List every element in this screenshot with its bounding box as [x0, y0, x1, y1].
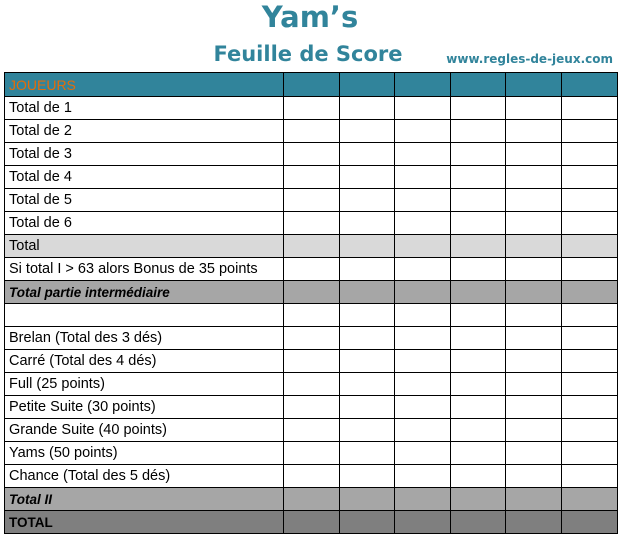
score-cell[interactable] [562, 327, 618, 350]
row-label: Total de 2 [5, 120, 284, 143]
score-cell[interactable] [340, 488, 395, 511]
score-cell[interactable] [451, 120, 506, 143]
score-cell[interactable] [451, 511, 506, 534]
player-name-cell[interactable] [395, 73, 451, 97]
score-cell[interactable] [395, 258, 451, 281]
score-cell[interactable] [284, 304, 340, 327]
score-cell[interactable] [451, 350, 506, 373]
score-cell[interactable] [506, 235, 562, 258]
score-cell[interactable] [284, 97, 340, 120]
score-cell[interactable] [340, 143, 395, 166]
score-cell[interactable] [395, 212, 451, 235]
score-cell[interactable] [395, 143, 451, 166]
score-cell[interactable] [340, 189, 395, 212]
score-cell[interactable] [506, 97, 562, 120]
score-cell[interactable] [340, 327, 395, 350]
score-cell[interactable] [451, 143, 506, 166]
score-cell[interactable] [562, 419, 618, 442]
score-cell[interactable] [451, 488, 506, 511]
row-label: Total partie intermédiaire [5, 281, 284, 304]
table-row [5, 189, 618, 212]
score-cell[interactable] [340, 396, 395, 419]
score-cell[interactable] [506, 419, 562, 442]
score-cell[interactable] [451, 235, 506, 258]
score-cell[interactable] [562, 281, 618, 304]
score-cell[interactable] [395, 304, 451, 327]
score-cell[interactable] [451, 304, 506, 327]
table-row [5, 97, 618, 120]
score-cell[interactable] [451, 258, 506, 281]
table-row [5, 419, 618, 442]
score-cell[interactable] [506, 442, 562, 465]
score-cell[interactable] [562, 350, 618, 373]
score-cell[interactable] [284, 143, 340, 166]
score-cell[interactable] [284, 235, 340, 258]
score-cell[interactable] [284, 396, 340, 419]
row-label: Total de 4 [5, 166, 284, 189]
score-cell[interactable] [506, 304, 562, 327]
row-label: Total de 5 [5, 189, 284, 212]
score-cell[interactable] [562, 373, 618, 396]
row-label: Chance (Total des 5 dés) [5, 465, 284, 488]
score-cell[interactable] [284, 511, 340, 534]
score-cell[interactable] [284, 373, 340, 396]
score-cell[interactable] [395, 373, 451, 396]
table-row [5, 281, 618, 304]
score-cell[interactable] [340, 166, 395, 189]
table-row [5, 304, 618, 327]
row-label: Total II [5, 488, 284, 511]
score-cell[interactable] [395, 511, 451, 534]
score-cell[interactable] [506, 488, 562, 511]
score-cell[interactable] [506, 511, 562, 534]
score-cell[interactable] [506, 396, 562, 419]
score-cell[interactable] [395, 419, 451, 442]
score-cell[interactable] [395, 327, 451, 350]
score-cell[interactable] [451, 465, 506, 488]
table-row [5, 166, 618, 189]
score-cell[interactable] [395, 396, 451, 419]
score-cell[interactable] [340, 235, 395, 258]
score-cell[interactable] [451, 281, 506, 304]
score-cell[interactable] [506, 465, 562, 488]
players-header-label: JOUEURS [5, 73, 284, 97]
score-cell[interactable] [562, 396, 618, 419]
score-cell[interactable] [451, 373, 506, 396]
score-cell[interactable] [284, 258, 340, 281]
page-subtitle: Feuille de Score [213, 42, 403, 66]
score-cell[interactable] [506, 350, 562, 373]
score-cell[interactable] [506, 120, 562, 143]
table-row [5, 212, 618, 235]
score-cell[interactable] [562, 465, 618, 488]
score-cell[interactable] [395, 465, 451, 488]
table-row [5, 488, 618, 511]
score-cell[interactable] [506, 373, 562, 396]
score-cell[interactable] [284, 442, 340, 465]
score-cell[interactable] [506, 281, 562, 304]
score-cell[interactable] [562, 166, 618, 189]
score-cell[interactable] [506, 327, 562, 350]
score-cell[interactable] [451, 327, 506, 350]
score-cell[interactable] [506, 166, 562, 189]
score-cell[interactable] [395, 189, 451, 212]
score-cell[interactable] [562, 488, 618, 511]
table-row [5, 465, 618, 488]
score-cell[interactable] [562, 511, 618, 534]
table-row [5, 511, 618, 534]
score-cell[interactable] [340, 304, 395, 327]
score-cell[interactable] [562, 258, 618, 281]
score-cell[interactable] [451, 442, 506, 465]
score-cell[interactable] [395, 166, 451, 189]
score-cell[interactable] [451, 212, 506, 235]
table-row [5, 396, 618, 419]
score-cell[interactable] [506, 189, 562, 212]
player-name-cell[interactable] [562, 73, 618, 97]
player-name-cell[interactable] [340, 73, 395, 97]
score-cell[interactable] [562, 212, 618, 235]
score-cell[interactable] [284, 212, 340, 235]
score-cell[interactable] [451, 189, 506, 212]
table-row [5, 258, 618, 281]
score-cell[interactable] [340, 511, 395, 534]
score-cell[interactable] [284, 350, 340, 373]
score-cell[interactable] [562, 235, 618, 258]
row-label: TOTAL [5, 511, 284, 534]
score-cell[interactable] [395, 281, 451, 304]
score-cell[interactable] [562, 442, 618, 465]
score-cell[interactable] [395, 488, 451, 511]
score-cell[interactable] [395, 120, 451, 143]
table-row [5, 442, 618, 465]
score-cell[interactable] [395, 442, 451, 465]
score-cell[interactable] [340, 373, 395, 396]
score-cell[interactable] [284, 465, 340, 488]
score-cell[interactable] [562, 120, 618, 143]
table-row [5, 143, 618, 166]
player-name-cell[interactable] [506, 73, 562, 97]
score-cell[interactable] [562, 189, 618, 212]
score-cell[interactable] [506, 212, 562, 235]
score-cell[interactable] [284, 120, 340, 143]
score-cell[interactable] [451, 396, 506, 419]
score-cell[interactable] [340, 258, 395, 281]
score-cell[interactable] [562, 143, 618, 166]
score-cell[interactable] [340, 212, 395, 235]
score-cell[interactable] [451, 166, 506, 189]
website-link[interactable]: www.regles-de-jeux.com [446, 52, 613, 66]
score-cell[interactable] [284, 419, 340, 442]
row-label: Carré (Total des 4 dés) [5, 350, 284, 373]
score-cell[interactable] [284, 166, 340, 189]
score-cell[interactable] [395, 97, 451, 120]
score-cell[interactable] [562, 304, 618, 327]
row-label: Full (25 points) [5, 373, 284, 396]
row-label: Grande Suite (40 points) [5, 419, 284, 442]
row-label: Total de 1 [5, 97, 284, 120]
table-row [5, 235, 618, 258]
score-cell[interactable] [284, 281, 340, 304]
table-row [5, 120, 618, 143]
score-cell[interactable] [340, 120, 395, 143]
score-cell[interactable] [284, 327, 340, 350]
row-label: Si total I > 63 alors Bonus de 35 points [5, 258, 284, 281]
score-cell[interactable] [451, 419, 506, 442]
score-cell[interactable] [340, 419, 395, 442]
row-label: Brelan (Total des 3 dés) [5, 327, 284, 350]
score-cell[interactable] [340, 442, 395, 465]
table-row [5, 73, 618, 97]
score-cell[interactable] [284, 488, 340, 511]
score-cell[interactable] [340, 350, 395, 373]
row-label: Total de 3 [5, 143, 284, 166]
score-cell[interactable] [284, 189, 340, 212]
player-name-cell[interactable] [451, 73, 506, 97]
row-label: Petite Suite (30 points) [5, 396, 284, 419]
score-sheet-table [4, 72, 618, 534]
score-cell[interactable] [562, 97, 618, 120]
table-row [5, 327, 618, 350]
player-name-cell[interactable] [284, 73, 340, 97]
row-label [5, 304, 284, 327]
row-label: Yams (50 points) [5, 442, 284, 465]
score-cell[interactable] [451, 97, 506, 120]
row-label: Total [5, 235, 284, 258]
score-cell[interactable] [340, 97, 395, 120]
score-cell[interactable] [506, 143, 562, 166]
table-row [5, 350, 618, 373]
row-label: Total de 6 [5, 212, 284, 235]
score-cell[interactable] [395, 350, 451, 373]
score-cell[interactable] [506, 258, 562, 281]
table-row [5, 373, 618, 396]
page-title: Yam’s [261, 0, 359, 34]
score-cell[interactable] [340, 281, 395, 304]
score-cell[interactable] [340, 465, 395, 488]
score-cell[interactable] [395, 235, 451, 258]
